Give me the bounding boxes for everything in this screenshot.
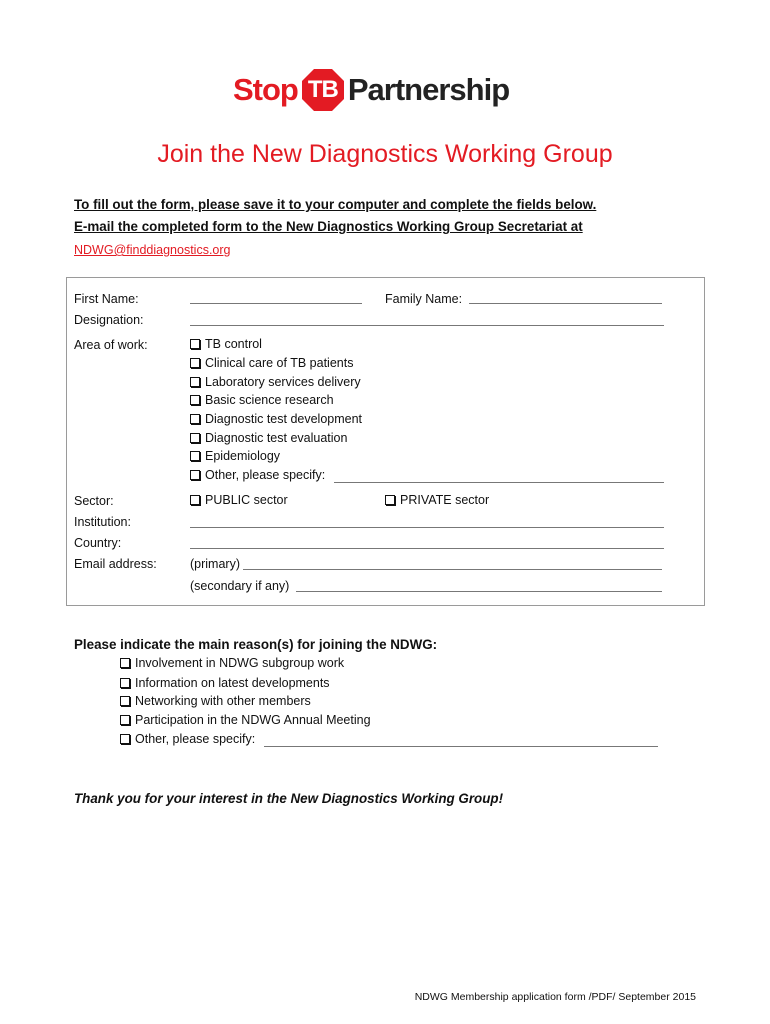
email-primary-field[interactable]	[243, 569, 662, 570]
checkbox-icon	[190, 377, 200, 387]
reason-checkbox-networking[interactable]	[120, 694, 311, 708]
logo-tb-text: TB	[307, 76, 338, 103]
reason-checkbox-annual-meeting[interactable]	[120, 713, 371, 727]
area-checkbox-other[interactable]	[190, 468, 325, 482]
designation-field[interactable]	[190, 325, 664, 326]
area-checkbox-tb-control[interactable]	[190, 337, 262, 351]
checkbox-icon	[190, 433, 200, 443]
area-option-label: Other, please specify:	[205, 468, 326, 482]
first-name-label: First Name:	[74, 292, 139, 306]
email-secondary-field[interactable]	[296, 591, 662, 592]
sector-public-checkbox[interactable]	[190, 493, 288, 507]
area-checkbox-test-development[interactable]	[190, 412, 362, 426]
reason-other-field[interactable]	[264, 746, 658, 747]
checkbox-icon	[190, 470, 200, 480]
checkbox-icon	[120, 678, 130, 688]
checkbox-icon	[190, 358, 200, 368]
checkbox-icon	[190, 451, 200, 461]
designation-label: Designation:	[74, 313, 144, 327]
area-option-label: Diagnostic test development	[205, 412, 363, 426]
sector-private-label: PRIVATE sector	[400, 493, 490, 507]
checkbox-icon	[190, 414, 200, 424]
sector-public-label: PUBLIC sector	[205, 493, 288, 507]
area-of-work-label: Area of work:	[74, 338, 148, 352]
email-address-label: Email address:	[74, 557, 157, 571]
institution-field[interactable]	[190, 527, 664, 528]
area-option-label: Epidemiology	[205, 449, 281, 463]
area-other-field[interactable]	[334, 482, 664, 483]
reason-checkbox-other[interactable]	[120, 732, 255, 746]
area-checkbox-basic-science[interactable]	[190, 393, 334, 407]
family-name-field[interactable]	[469, 303, 662, 304]
checkbox-icon	[190, 495, 200, 505]
first-name-field[interactable]	[190, 303, 362, 304]
checkbox-icon	[120, 734, 130, 744]
area-option-label: Laboratory services delivery	[205, 375, 361, 389]
logo-stop-text: Stop	[233, 72, 298, 107]
form-box	[66, 277, 705, 606]
area-option-label: Diagnostic test evaluation	[205, 431, 348, 445]
area-checkbox-laboratory[interactable]	[190, 375, 361, 389]
sector-private-checkbox[interactable]	[385, 493, 489, 507]
instruction-line-1: To fill out the form, please save it to your computer and complete the fields below.	[74, 197, 597, 212]
area-checkbox-clinical-care[interactable]	[190, 356, 353, 370]
reasons-heading: Please indicate the main reason(s) for joining the NDWG:	[74, 637, 438, 652]
area-checkbox-epidemiology[interactable]	[190, 449, 280, 463]
reason-label: Participation in the NDWG Annual Meeting	[135, 713, 371, 727]
page-title: Join the New Diagnostics Working Group	[157, 140, 613, 168]
checkbox-icon	[190, 395, 200, 405]
instruction-line-2: E-mail the completed form to the New Diagnostics Working Group Secretariat at	[74, 219, 583, 234]
country-field[interactable]	[190, 548, 664, 549]
reason-label: Other, please specify:	[135, 732, 256, 746]
checkbox-icon	[385, 495, 395, 505]
area-option-label: Basic science research	[205, 393, 334, 407]
checkbox-icon	[120, 658, 130, 668]
area-checkbox-test-evaluation[interactable]	[190, 431, 347, 445]
institution-label: Institution:	[74, 515, 131, 529]
sector-label: Sector:	[74, 494, 114, 508]
country-label: Country:	[74, 536, 122, 550]
reason-label: Networking with other members	[135, 694, 311, 708]
logo-partnership-text: Partnership	[347, 72, 510, 107]
stop-tb-partnership-logo	[233, 68, 509, 112]
area-option-label: Clinical care of TB patients	[205, 356, 354, 370]
reason-label: Involvement in NDWG subgroup work	[135, 656, 345, 670]
checkbox-icon	[120, 696, 130, 706]
thank-you-message: Thank you for your interest in the New Diagnostics Working Group!	[74, 791, 504, 806]
reason-label: Information on latest developments	[135, 676, 330, 690]
area-option-label: TB control	[205, 337, 262, 351]
logo-octagon-icon	[301, 68, 345, 112]
secretariat-email-link[interactable]: NDWG@finddiagnostics.org	[74, 243, 231, 257]
checkbox-icon	[190, 339, 200, 349]
checkbox-icon	[120, 715, 130, 725]
email-primary-label: (primary)	[190, 557, 240, 571]
email-secondary-label: (secondary if any)	[190, 579, 290, 593]
reason-checkbox-subgroup[interactable]	[120, 656, 344, 670]
family-name-label: Family Name:	[385, 292, 463, 306]
reason-checkbox-information[interactable]	[120, 676, 330, 690]
footer-text: NDWG Membership application form /PDF/ September 2015	[414, 991, 696, 1003]
